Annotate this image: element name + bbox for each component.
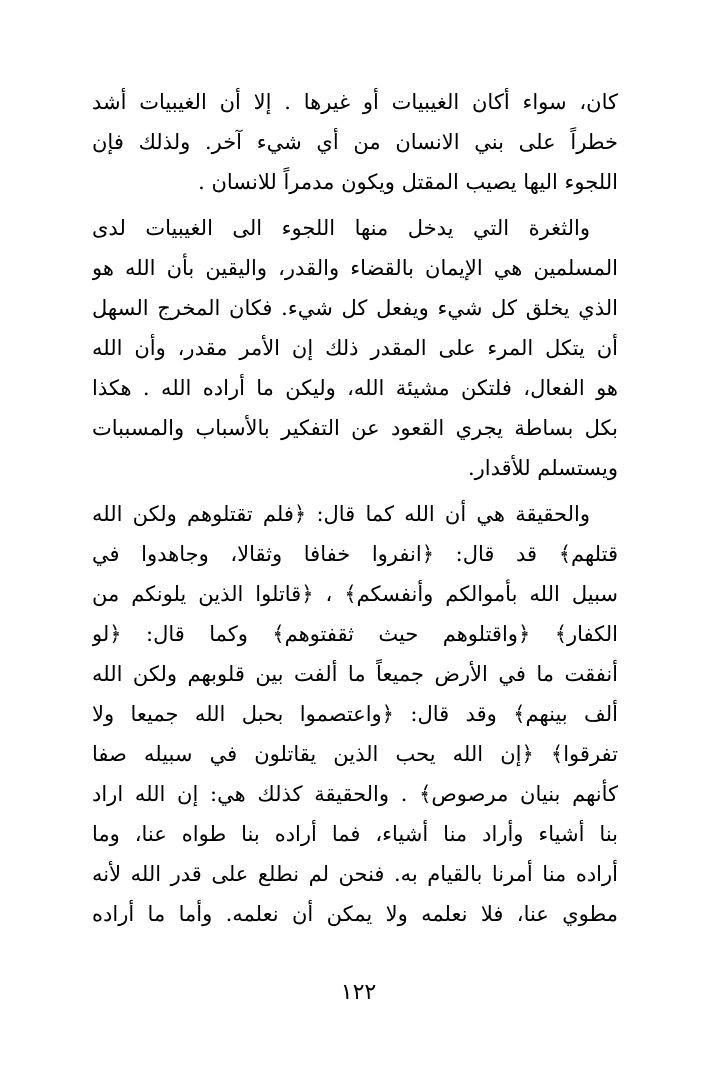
page-body <box>92 82 618 934</box>
text-line: سبيل الله بأموالكم وأنفسكم﴾ ، ﴿قاتلوا الذين يلونكم من <box>92 582 618 606</box>
text-line: كأنهم بنيان مرصوص﴾ . والحقيقة كذلك هي: إن الله اراد <box>92 782 618 806</box>
text-line: بكل بساطة يجري القعود عن التفكير بالأسباب والمسببات <box>92 416 618 440</box>
paragraph-2 <box>92 208 618 488</box>
text-line: بنا أشياء وأراد منا أشياء، فما أراده بنا طواه عنا، وما <box>92 822 618 846</box>
text-line: أن يتكل المرء على المقدر ذلك إن الأمر مقدر، وأن الله <box>92 336 618 360</box>
text-line: اللجوء اليها يصيب المقتل ويكون مدمراً للانسان . <box>198 170 618 194</box>
text-line: مطوي عنا، فلا نعلمه ولا يمكن أن نعلمه. وأما ما أراده <box>92 902 618 926</box>
page-number: ١٢٢ <box>340 980 377 1005</box>
text-line: المسلمين هي الإيمان بالقضاء والقدر، واليقين بأن الله هو <box>92 256 618 280</box>
text-line: ويستسلم للأقدار. <box>467 456 618 480</box>
text-line: أنفقت ما في الأرض جميعاً ما ألفت بين قلوبهم ولكن الله <box>92 662 618 686</box>
text-line: هو الفعال، فلتكن مشيئة الله، وليكن ما أراده الله . هكذا <box>92 376 618 400</box>
text-line: أراده منا أمرنا بالقيام به. فنحن لم نطلع على قدر الله لأنه <box>92 862 618 886</box>
text-line: كان، سواء أكان الغيبيات أو غيرها . إلا أن الغيبيات أشد <box>92 90 618 114</box>
text-line: والثغرة التي يدخل منها اللجوء الى الغيبيات لدى <box>92 216 590 240</box>
text-line: خطراً على بني الانسان من أي شيء آخر. ولذلك فإن <box>92 130 618 154</box>
paragraph-3 <box>92 494 618 934</box>
text-line: ألف بينهم﴾ وقد قال: ﴿واعتصموا بحبل الله جميعا ولا <box>92 702 618 726</box>
text-line: والحقيقة هي أن الله كما قال: ﴿فلم تقتلوهم ولكن الله <box>92 502 590 526</box>
text-line: قتلهم﴾ قد قال: ﴿انفروا خفافا وثقالا، وجاهدوا في <box>92 542 618 566</box>
text-line: الذي يخلق كل شيء ويفعل كل شيء. فكان المخرج السهل <box>92 296 618 320</box>
text-line: الكفار﴾ ﴿واقتلوهم حيث ثقفتوهم﴾ وكما قال: ﴿لو <box>92 622 618 646</box>
paragraph-1 <box>92 82 618 202</box>
text-line: تفرقوا﴾ ﴿إن الله يحب الذين يقاتلون في سبيله صفا <box>92 742 618 766</box>
